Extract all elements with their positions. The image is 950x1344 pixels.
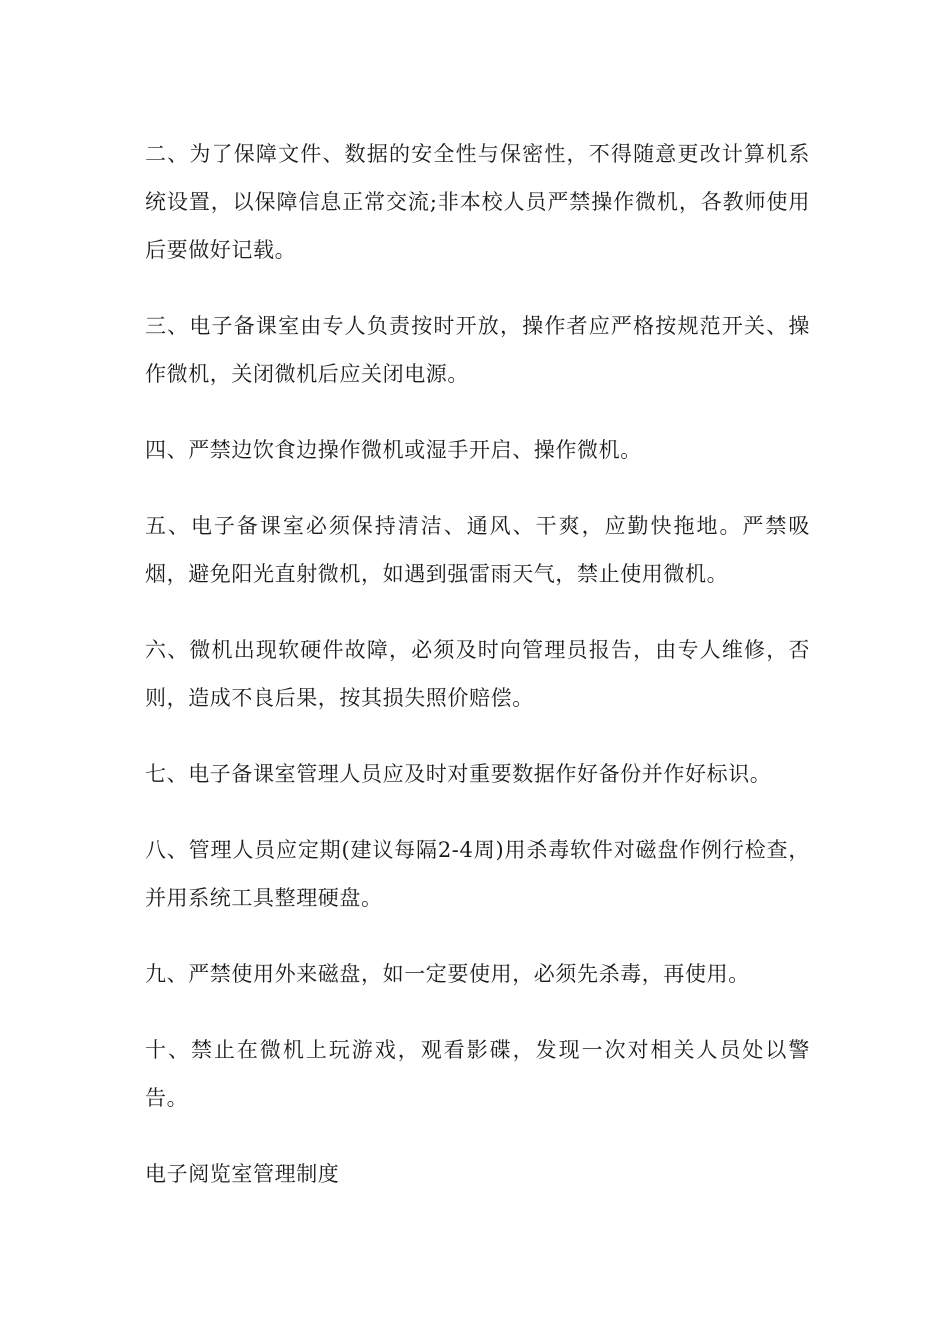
rule-paragraph-5: 五、电子备课室必须保持清洁、通风、干爽，应勤快拖地。严禁吸烟，避免阳光直射微机，如遇到强雷雨天气，禁止使用微机。	[145, 514, 810, 586]
rule-paragraph-2: 二、为了保障文件、数据的安全性与保密性，不得随意更改计算机系统设置，以保障信息正常交流;非本校人员严禁操作微机，各教师使用后要做好记载。	[145, 142, 810, 262]
section-heading: 电子阅览室管理制度	[145, 1162, 340, 1186]
rule-paragraph-6: 六、微机出现软硬件故障，必须及时向管理员报告，由专人维修，否则，造成不良后果，按其损失照价赔偿。	[145, 638, 810, 710]
rule-paragraph-10: 十、禁止在微机上玩游戏，观看影碟，发现一次对相关人员处以警告。	[145, 1038, 810, 1110]
rule-paragraph-7: 七、电子备课室管理人员应及时对重要数据作好备份并作好标识。	[145, 762, 772, 786]
rule-paragraph-8: 八、管理人员应定期(建议每隔2-4周)用杀毒软件对磁盘作例行检查，并用系统工具整理硬盘。	[145, 838, 810, 910]
rule-paragraph-4: 四、严禁边饮食边操作微机或湿手开启、操作微机。	[145, 438, 642, 462]
document-body	[145, 130, 810, 1198]
rule-paragraph-9: 九、严禁使用外来磁盘，如一定要使用，必须先杀毒，再使用。	[145, 962, 750, 986]
rule-paragraph-3: 三、电子备课室由专人负责按时开放，操作者应严格按规范开关、操作微机，关闭微机后应关闭电源。	[145, 314, 810, 386]
